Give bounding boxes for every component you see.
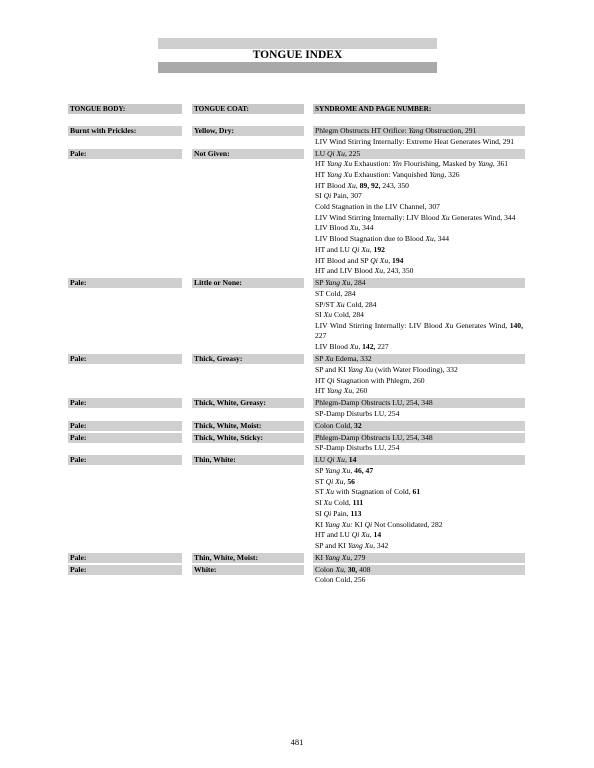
tongue-body-cell: Pale: bbox=[70, 552, 87, 562]
syndrome-entry bbox=[315, 137, 523, 147]
tongue-coat-cell: Yellow, Dry: bbox=[194, 126, 235, 135]
tongue-coat-cell: Thick, Greasy: bbox=[194, 354, 243, 364]
tongue-coat-cell: Thick, White, Moist: bbox=[194, 420, 262, 430]
italic-term: Yang Xu bbox=[326, 386, 353, 396]
bold-page-ref: 111 bbox=[352, 498, 364, 508]
tongue-coat-cell: Thick, White, Sticky: bbox=[194, 432, 264, 442]
syndrome-entry bbox=[315, 170, 523, 180]
tongue-body-cell: Pale: bbox=[70, 398, 87, 408]
italic-term: Xu bbox=[425, 234, 434, 244]
italic-term: Qi bbox=[364, 519, 373, 529]
italic-term: Xu bbox=[325, 354, 334, 364]
entry-text: LIV Wind Stirring Internally: LIV Blood bbox=[315, 212, 442, 222]
bold-page-ref: 140, bbox=[509, 320, 523, 330]
bold-page-ref: 32 bbox=[354, 420, 362, 430]
italic-term: Qi Xu bbox=[325, 476, 344, 486]
entry-text: HT and LU bbox=[315, 530, 352, 540]
bold-page-ref: 14 bbox=[348, 455, 357, 465]
entry-text: SP bbox=[315, 466, 326, 476]
syndrome-entry bbox=[315, 234, 523, 244]
italic-term: Qi bbox=[323, 508, 332, 518]
syndrome-entry bbox=[315, 530, 523, 540]
italic-term: Yang bbox=[408, 126, 424, 135]
italic-term: Yang Xu bbox=[326, 159, 353, 169]
syndrome-entry bbox=[315, 376, 523, 386]
header-tongue-coat: TONGUE COAT: bbox=[192, 104, 304, 114]
entry-text: Phlegm-Damp Obstructs LU, 254, 348 bbox=[315, 432, 433, 442]
entry-text: HT and LU bbox=[315, 244, 352, 254]
page-title: TONGUE INDEX bbox=[252, 49, 343, 61]
italic-term: Xu bbox=[335, 564, 344, 574]
syndrome-entry bbox=[315, 300, 523, 310]
italic-term: Qi bbox=[326, 375, 335, 385]
entry-text: , bbox=[355, 180, 360, 190]
entry-text: LIV Wind Stirring Internally: Extreme Heat Generates Wind, 291 bbox=[315, 136, 515, 146]
tongue-coat-cell: Thin, White: bbox=[194, 455, 236, 465]
bold-page-ref: 142, bbox=[362, 342, 376, 352]
syndrome-entry bbox=[315, 409, 523, 419]
italic-term: Qi bbox=[323, 191, 332, 201]
italic-term: Yang Xu bbox=[324, 552, 351, 562]
entry-text: , 344 bbox=[358, 223, 374, 233]
entry-text: , bbox=[343, 564, 348, 574]
tongue-coat-cell: Not Given: bbox=[194, 148, 230, 158]
italic-term: Yin bbox=[392, 159, 402, 169]
entry-text: 243, 350 bbox=[380, 180, 409, 190]
syndrome-entry bbox=[315, 421, 523, 431]
entry-text: SI bbox=[315, 508, 324, 518]
italic-term: Qi Xu bbox=[370, 255, 389, 265]
entry-text: , bbox=[369, 530, 374, 540]
entry-text: SI bbox=[315, 498, 324, 508]
entry-text: ST bbox=[315, 476, 326, 486]
entry-text: (with Water Flooding), 332 bbox=[373, 364, 458, 374]
syndrome-entry bbox=[315, 487, 523, 497]
entry-text: Phlegm-Damp Obstructs LU, 254, 348 bbox=[315, 398, 433, 408]
tongue-body-cell: Pale: bbox=[70, 278, 87, 288]
entry-text: , 243, 350 bbox=[383, 266, 414, 276]
syndrome-entry bbox=[315, 541, 523, 551]
entry-text: Pain, 307 bbox=[331, 191, 362, 201]
bold-page-ref: 61 bbox=[412, 487, 421, 497]
entry-text: Colon Cold, 256 bbox=[315, 575, 366, 585]
entry-text: 408 bbox=[357, 564, 371, 574]
syndrome-entry bbox=[315, 433, 523, 443]
entry-text: LU bbox=[315, 148, 328, 158]
tongue-body-cell: Pale: bbox=[70, 564, 87, 574]
syndrome-entry bbox=[315, 553, 523, 563]
header-syndrome: SYNDROME AND PAGE NUMBER: bbox=[313, 104, 525, 114]
entry-text: , bbox=[343, 476, 348, 486]
syndrome-entry bbox=[315, 266, 523, 276]
bold-page-ref: 89, 92, bbox=[359, 180, 381, 190]
bold-page-ref: 56 bbox=[347, 476, 355, 486]
entry-text: KI bbox=[315, 519, 325, 529]
italic-term: Xu bbox=[336, 299, 345, 309]
entry-text: , bbox=[388, 255, 393, 265]
entry-text: Flourishing, Masked by bbox=[401, 159, 478, 169]
entry-text: KI bbox=[352, 519, 365, 529]
entry-text: 227 bbox=[315, 330, 327, 340]
syndrome-entry bbox=[315, 213, 523, 223]
bold-page-ref: 30, bbox=[347, 564, 358, 574]
entry-text: , bbox=[344, 455, 349, 465]
syndrome-entry bbox=[315, 354, 523, 364]
italic-term: Yang Xu bbox=[326, 169, 353, 179]
tongue-coat-cell: Little or None: bbox=[194, 278, 242, 288]
syndrome-entry bbox=[315, 202, 523, 212]
entry-text: Obstruction, 291 bbox=[423, 126, 477, 135]
bold-page-ref: 192 bbox=[373, 244, 385, 254]
syndrome-entry bbox=[315, 245, 523, 255]
italic-term: Xu bbox=[441, 212, 450, 222]
entry-text: , bbox=[350, 466, 355, 476]
syndrome-entry bbox=[315, 256, 523, 266]
entry-text: with Stagnation of Cold, bbox=[334, 487, 413, 497]
entry-text: , bbox=[369, 244, 374, 254]
entry-text: Pain, bbox=[331, 508, 351, 518]
entry-text: Edema, 332 bbox=[333, 354, 372, 364]
tongue-body-cell: Pale: bbox=[70, 432, 87, 442]
entry-text: Exhaustion: Vanquished bbox=[352, 169, 430, 179]
entry-text: Generates Wind, 344 bbox=[449, 212, 516, 222]
italic-term: Xu bbox=[347, 180, 356, 190]
entry-text: SP and KI bbox=[315, 540, 348, 550]
italic-term: Yang Xu: bbox=[324, 519, 353, 529]
entry-text: SP bbox=[315, 278, 326, 288]
tongue-coat-cell: Thick, White, Greasy: bbox=[194, 398, 266, 408]
italic-term: Yang bbox=[477, 159, 493, 169]
entry-text: Not Consolidated, 282 bbox=[372, 519, 443, 529]
entry-text: LU bbox=[315, 455, 328, 465]
syndrome-entry bbox=[315, 289, 523, 299]
entry-text: LIV Wind Stirring Internally: LIV Blood bbox=[315, 320, 445, 330]
entry-text: Cold, 284 bbox=[344, 299, 377, 309]
entry-text: SP-Damp Disturbs LU, 254 bbox=[315, 408, 400, 418]
page-number: 481 bbox=[290, 737, 304, 747]
italic-term: Yang Xu bbox=[325, 466, 351, 476]
entry-text: SI bbox=[315, 310, 324, 320]
syndrome-entry bbox=[315, 466, 523, 476]
entry-text: ST Cold, 284 bbox=[315, 288, 356, 298]
syndrome-entry bbox=[315, 498, 523, 508]
syndrome-entry bbox=[315, 477, 523, 487]
entry-text: SP-Damp Disturbs LU, 254 bbox=[315, 443, 400, 453]
syndrome-entry bbox=[315, 565, 523, 575]
syndrome-entry bbox=[315, 443, 523, 453]
entry-text: KI bbox=[315, 552, 325, 562]
entry-text: LIV Blood bbox=[315, 342, 350, 352]
syndrome-entry bbox=[315, 321, 523, 341]
syndrome-entry bbox=[315, 126, 523, 136]
syndrome-entry bbox=[315, 386, 523, 396]
syndrome-entry bbox=[315, 310, 523, 320]
italic-term: Yang Xu bbox=[325, 278, 351, 288]
entry-text: HT Blood bbox=[315, 180, 348, 190]
tongue-body-cell: Pale: bbox=[70, 420, 87, 430]
bold-page-ref: 194 bbox=[392, 255, 404, 265]
entry-text: , 260 bbox=[352, 386, 368, 396]
entry-text: , 284 bbox=[350, 278, 366, 288]
syndrome-entry bbox=[315, 149, 523, 159]
entry-text: Colon Cold, bbox=[315, 420, 355, 430]
tongue-body-cell: Pale: bbox=[70, 455, 87, 465]
syndrome-entry bbox=[315, 181, 523, 191]
entry-text: HT bbox=[315, 375, 327, 385]
entry-text: Stagnation with Phlegm, 260 bbox=[334, 375, 425, 385]
entry-text: HT bbox=[315, 169, 327, 179]
syndrome-entry bbox=[315, 278, 523, 288]
entry-text: Cold, bbox=[332, 498, 353, 508]
italic-term: Yang Xu bbox=[347, 364, 374, 374]
syndrome-entry bbox=[315, 455, 523, 465]
syndrome-entry bbox=[315, 223, 523, 233]
italic-term: Yang Xu bbox=[347, 540, 374, 550]
entry-text: ST bbox=[315, 487, 326, 497]
entry-text: HT bbox=[315, 159, 327, 169]
entry-text: SP and KI bbox=[315, 364, 348, 374]
entry-text: SP bbox=[315, 354, 326, 364]
syndrome-entry bbox=[315, 342, 523, 352]
bold-page-ref: 113 bbox=[350, 508, 362, 518]
italic-term: Xu bbox=[349, 342, 359, 352]
italic-term: Xu bbox=[325, 487, 335, 497]
italic-term: Qi Xu bbox=[327, 148, 345, 158]
entry-text: , 326 bbox=[444, 169, 460, 179]
italic-term: Xu bbox=[349, 223, 359, 233]
entry-text: , 344 bbox=[433, 234, 450, 244]
entry-text: LIV Blood Stagnation due to Blood bbox=[315, 234, 426, 244]
tongue-coat-cell: Thin, White, Moist: bbox=[194, 552, 258, 562]
italic-term: Yang bbox=[429, 169, 445, 179]
entry-text: SI bbox=[315, 191, 324, 201]
entry-text: , 279 bbox=[350, 552, 366, 562]
header-tongue-body: TONGUE BODY: bbox=[68, 104, 182, 114]
syndrome-entry bbox=[315, 509, 523, 519]
italic-term: Xu bbox=[323, 310, 333, 320]
syndrome-entry bbox=[315, 191, 523, 201]
tongue-coat-cell: White: bbox=[194, 564, 217, 574]
italic-term: Xu bbox=[445, 320, 454, 330]
entry-text: Colon bbox=[315, 564, 336, 574]
entry-text: , 361 bbox=[492, 159, 509, 169]
bold-page-ref: 14 bbox=[373, 530, 382, 540]
tongue-body-cell: Pale: bbox=[70, 148, 87, 158]
entry-text: Generates Wind, bbox=[453, 320, 510, 330]
syndrome-entry bbox=[315, 159, 523, 169]
entry-text: Exhaustion: bbox=[352, 159, 393, 169]
italic-term: Qi Xu bbox=[351, 530, 370, 540]
entry-text: HT Blood and SP bbox=[315, 255, 371, 265]
italic-term: Qi Xu bbox=[351, 244, 370, 254]
italic-term: Xu bbox=[374, 266, 384, 276]
entry-text: Cold, 284 bbox=[332, 310, 364, 320]
entry-text: HT bbox=[315, 386, 327, 396]
entry-text: 227 bbox=[375, 342, 389, 352]
syndrome-entry bbox=[315, 520, 523, 530]
entry-text: SP/ST bbox=[315, 299, 337, 309]
entry-text: , 225 bbox=[344, 148, 361, 158]
entry-text: , bbox=[358, 342, 363, 352]
syndrome-entry bbox=[315, 398, 523, 408]
tongue-body-cell: Burnt with Prickles: bbox=[70, 126, 137, 135]
entry-text: Phlegm Obstructs HT Orifice: bbox=[315, 126, 409, 135]
entry-text: HT and LIV Blood bbox=[315, 266, 375, 276]
entry-text: LIV Blood bbox=[315, 223, 350, 233]
entry-text: Cold Stagnation in the LIV Channel, 307 bbox=[315, 202, 440, 212]
bold-page-ref: 46, 47 bbox=[354, 466, 374, 476]
italic-term: Qi Xu bbox=[327, 455, 345, 465]
syndrome-entry bbox=[315, 365, 523, 375]
italic-term: Xu bbox=[323, 498, 333, 508]
syndrome-entry bbox=[315, 575, 523, 585]
tongue-body-cell: Pale: bbox=[70, 354, 87, 364]
entry-text: , 342 bbox=[373, 540, 389, 550]
